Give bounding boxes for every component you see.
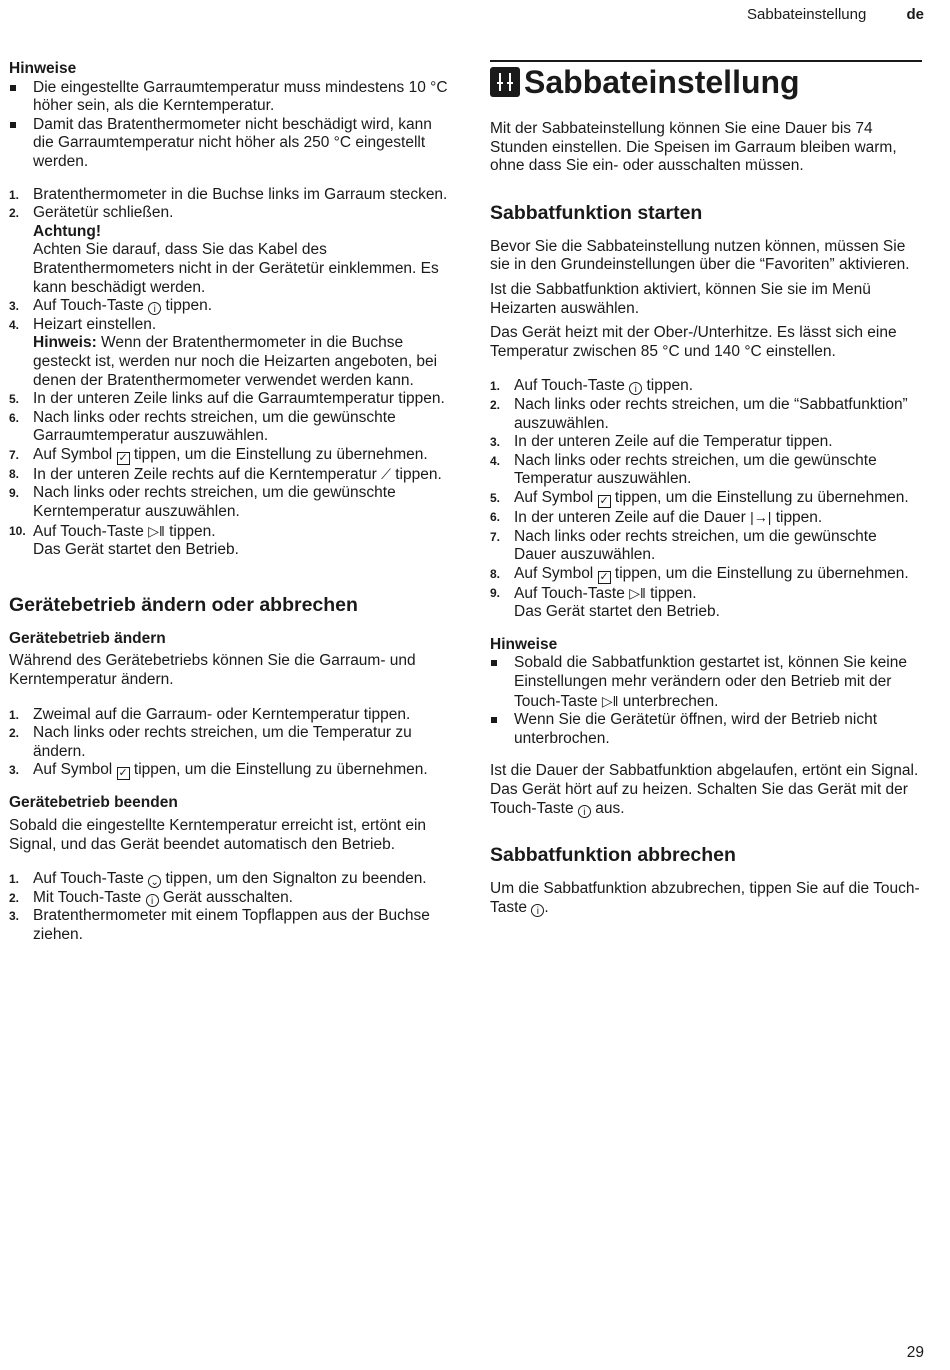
list-item: Die eingestellte Garraumtemperatur muss mindestens 10 °C höher sein, als die Kerntemperatur. [9,79,449,116]
warning-text: Achten Sie darauf, dass Sie das Kabel des Bratenthermometers nicht in der Gerätetür einklemmen. Es kann beschädigt werden. [33,241,439,296]
check-box-icon: ✓ [599,570,609,583]
hints-title: Hinweise [9,60,77,77]
cancel-paragraph: Um die Sabbatfunktion abzubrechen, tippen Sie auf die Touch-Taste i . [490,880,920,917]
list-item: 1. Bratenthermometer in die Buchse links im Garraum stecken. [9,185,448,203]
subheading-end: Gerätebetrieb beenden [9,794,178,812]
list-item: 2. Nach links oder rechts streichen, um die “Sabbatfunktion” auszuwählen. [490,395,908,432]
list-item: 8. In der unteren Zeile rechts auf die Kerntemperatur ⟋ tippen. [9,465,442,483]
power-icon: i [148,302,161,315]
power-icon: i [578,805,591,818]
list-item: Damit das Bratenthermometer nicht beschädigt wird, kann die Garraumtemperatur nicht höher als 250 °C eingestellt werden. [9,116,449,172]
page-number: 29 [906,1344,924,1361]
list-item: Sobald die Sabbatfunktion gestartet ist, können Sie keine Einstellungen mehr verändern oder den Betrieb mit der Touch-Taste ▷‖ unterbrechen. [490,654,922,711]
list-item: 6. Nach links oder rechts streichen, um die gewünschte Garraumtemperatur auszuwählen. [9,408,396,445]
start-paragraph-2: Ist die Sabbatfunktion aktiviert, können Sie sie im Menü Heizarten auswählen. [490,280,871,317]
hint-text: Wenn der Bratenthermometer in die Buchse gesteckt ist, werden nur noch die Heizarten angeboten, bei denen der Bratenthermometer verwendet werden kann. [33,334,438,389]
start-pause-icon: ▷‖ [629,584,646,601]
list-item: 9. Nach links oder rechts streichen, um die gewünschte Kerntemperatur auszuwählen. [9,484,396,521]
probe-steps [9,186,449,560]
hint-label: Hinweis: [33,334,97,352]
timer-icon: ⌄ [148,875,161,888]
title-text: Sabbateinstellung [524,64,800,100]
sabbath-icon [490,67,520,97]
duration-icon: |→| [750,508,772,525]
list-item: 9. Auf Touch-Taste ▷‖ tippen. Das Gerät startet den Betrieb. [490,584,720,621]
header-language: de [906,6,924,23]
hints-list-right [490,654,922,748]
list-item: 2. Gerätetür schließen. Achtung! Achten Sie darauf, dass Sie das Kabel des Bratenthermometers nicht in der Gerätetür einklemmen. Es kann beschädigt werden. [9,204,449,297]
start-paragraph-3: Das Gerät heizt mit der Ober-/Unterhitze. Es lässt sich eine Temperatur zwischen 85 °C und 140 °C einstellen. [490,324,897,360]
intro-text: Mit der Sabbateinstellung können Sie eine Dauer bis 74 Stunden einstellen. Die Speisen im Garraum bleiben warm, ohne dass Sie ein- oder ausschalten müssen. [490,120,897,175]
end-text: Sobald die eingestellte Kerntemperatur erreicht ist, ertönt ein Signal, und das Gerät beendet automatisch den Betrieb. [9,817,427,853]
check-box-icon: ✓ [599,494,609,507]
list-item: 1. Auf Touch-Taste ⌄ tippen, um den Signalton zu beenden. [9,870,427,889]
list-item: 3. Auf Touch-Taste i tippen. [9,297,213,316]
list-item: 7. Nach links oder rechts streichen, um die gewünschte Dauer auszuwählen. [490,527,877,564]
power-icon: i [146,894,159,907]
end-steps [9,870,449,944]
section-heading-start: Sabbatfunktion starten [490,201,703,224]
list-item: 5. Auf Symbol ✓ tippen, um die Einstellung zu übernehmen. [490,488,909,507]
list-item: 4. Nach links oder rechts streichen, um die gewünschte Temperatur auszuwählen. [490,451,877,488]
hints-title-right: Hinweise [490,635,558,653]
list-item: 7. Auf Symbol ✓ tippen, um die Einstellung zu übernehmen. [9,445,428,464]
section-heading-change: Gerätebetrieb ändern oder abbrechen [9,593,358,616]
list-item: 10. Auf Touch-Taste ▷‖ tippen. Das Gerät startet den Betrieb. [9,522,239,559]
page-header [747,6,924,25]
list-item: 2. Nach links oder rechts streichen, um die Temperatur zu ändern. [9,724,412,760]
check-box-icon: ✓ [118,451,128,464]
list-item: 3. In der unteren Zeile auf die Temperatur tippen. [490,433,833,451]
list-item: 1. Auf Touch-Taste i tippen. [490,377,694,396]
list-item: 4. Heizart einstellen. Hinweis: Wenn der Bratenthermometer in die Buchse gesteckt ist, werden nur noch die Heizarten angeboten, bei denen der Bratenthermometer verwendet werden kann. [9,315,438,389]
list-item: 3. Bratenthermometer mit einem Topflappen aus der Buchse ziehen. [9,907,430,943]
change-steps [9,706,449,781]
list-item: 8. Auf Symbol ✓ tippen, um die Einstellung zu übernehmen. [490,564,909,583]
power-icon: i [629,382,642,395]
sabbath-steps [490,377,922,622]
subheading-change: Gerätebetrieb ändern [9,629,166,647]
warning-label: Achtung! [33,222,102,240]
start-pause-icon: ▷‖ [148,522,165,539]
start-pause-icon: ▷‖ [601,692,619,709]
list-item: 3. Auf Symbol ✓ tippen, um die Einstellung zu übernehmen. [9,761,428,780]
check-box-icon: ✓ [118,767,128,780]
page-title [490,60,922,100]
power-icon: i [531,904,544,917]
start-paragraph-1: Bevor Sie die Sabbateinstellung nutzen können, müssen Sie sie in den Grundeinstellungen über die “Favoriten” aktivieren. [490,237,910,274]
right-column [490,60,922,923]
list-item: Wenn Sie die Gerätetür öffnen, wird der Betrieb nicht unterbrochen. [490,711,922,748]
list-item: 6. In der unteren Zeile auf die Dauer |→| tippen. [490,508,823,526]
change-text: Während des Gerätebetriebs können Sie die Garraum- und Kerntemperatur ändern. [9,652,416,689]
left-column [9,60,449,959]
header-section-title: Sabbateinstellung [747,6,867,23]
meat-probe-icon: ⟋ [381,465,391,482]
list-item: 5. In der unteren Zeile links auf die Garraumtemperatur tippen. [9,390,445,408]
hints-list [9,79,449,172]
list-item: 2. Mit Touch-Taste i Gerät ausschalten. [9,888,293,907]
list-item: 1. Zweimal auf die Garraum- oder Kerntemperatur tippen. [9,705,411,723]
end-paragraph: Ist die Dauer der Sabbatfunktion abgelaufen, ertönt ein Signal. Das Gerät hört auf zu heizen. Schalten Sie das Gerät mit der Touch-Taste i aus. [490,762,919,818]
section-heading-cancel: Sabbatfunktion abbrechen [490,844,736,867]
